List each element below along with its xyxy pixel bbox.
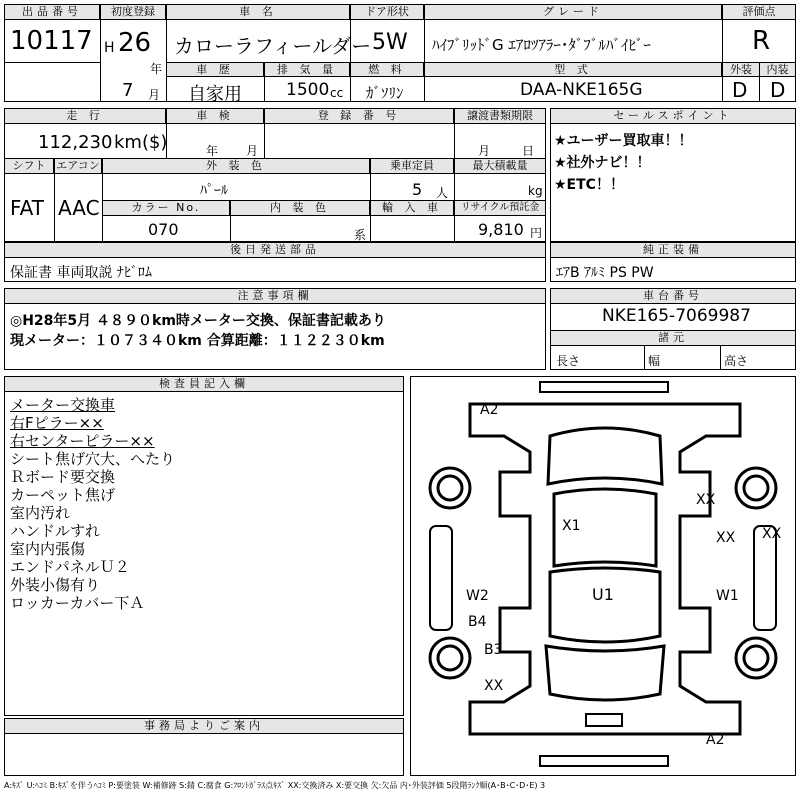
- aircon: AAC: [58, 196, 100, 220]
- score: R: [752, 26, 771, 56]
- shift: FAT: [10, 196, 45, 220]
- displacement-header: 排 気 量: [264, 62, 350, 77]
- note-line-1: ◎H28年5月 ４８９０km時メーター交換、保証書記載あり: [10, 313, 386, 329]
- selling-point-3: ★ETC！！: [554, 177, 624, 193]
- inspector-line: 室内内張傷: [10, 540, 86, 558]
- score-header: 評価点: [722, 4, 796, 20]
- displacement-unit: cc: [330, 86, 344, 100]
- color-no: 070: [148, 220, 179, 239]
- interior-grade-header: 内装: [759, 62, 796, 77]
- history: 自家用: [188, 84, 242, 105]
- grade-header: グレード: [424, 4, 722, 20]
- chassis-header: 車台番号: [550, 288, 796, 304]
- mark-right-front-wheel: XX: [696, 492, 716, 508]
- dimensions-header: 諸元: [550, 330, 796, 346]
- genuine-equipment-header: 純正装備: [550, 242, 796, 258]
- int-color-header: 内 装 色: [230, 200, 370, 216]
- genuine-equipment: ｴｱB ｱﾙﾐ PS PW: [556, 265, 654, 281]
- height-label: 高さ: [724, 354, 749, 368]
- aircon-header: エアコン: [54, 158, 102, 174]
- selling-point-2: ★社外ナビ！！: [554, 155, 651, 171]
- doc-day-unit: 日: [522, 144, 535, 158]
- chassis-number: NKE165-7069987: [602, 306, 751, 326]
- legend: A:ｷｽﾞ U:ﾍｺﾐ B:ｷｽﾞを伴うﾍｺﾐ P:要塗装 W:補修跡 S:錆 C:腐食 G:ﾌﾛﾝﾄｶﾞﾗｽ点ｷｽﾞ XX:交換済み X:要交換 欠:欠品 内･外装評価 5段階ﾗﾝｸ順(A･B･C･D･E) 3: [4, 781, 546, 790]
- car-outline: [470, 404, 740, 734]
- inspector-header: 検査員記入欄: [4, 376, 404, 392]
- selling-point-1: ★ユーザー買取車！！: [554, 133, 693, 149]
- interior-grade: D: [770, 78, 786, 102]
- note-line-2: 現メーター：１０７３４０km 合算距離：１１２２３０km: [10, 333, 385, 349]
- mark-left-door: W2: [466, 588, 489, 604]
- inspector-line: ハンドルすれ: [10, 522, 101, 540]
- capacity: 5: [412, 180, 423, 199]
- lot-no: 10117: [10, 26, 93, 56]
- inspector-line: Ｒボード要交換: [10, 468, 116, 486]
- import-header: 輸 入 車: [370, 200, 454, 216]
- shift-header: シフト: [4, 158, 54, 174]
- doors-header: ドア形状: [350, 4, 424, 20]
- fuel: ｶﾞｿﾘﾝ: [366, 84, 404, 102]
- fuel-header: 燃 料: [350, 62, 424, 77]
- mileage-unit: km($): [114, 132, 168, 153]
- ext-color-header: 外 装 色: [102, 158, 370, 174]
- inspector-line: カーペット焦げ: [10, 486, 116, 504]
- wheels: [430, 468, 776, 678]
- mark-front-top: A2: [480, 402, 499, 418]
- recycle: 9,810: [478, 220, 524, 239]
- mark-cabin: U1: [592, 585, 614, 604]
- model-code: DAA-NKE165G: [520, 80, 643, 100]
- mark-rear-bottom: A2: [706, 732, 725, 748]
- exterior-grade-header: 外装: [722, 62, 760, 77]
- first-reg-era: H: [104, 40, 115, 56]
- inspector-line: エンドパネルＵ２: [10, 558, 130, 576]
- inspector-notes: [10, 396, 175, 612]
- capacity-header: 乗車定員: [370, 158, 454, 174]
- grade: ﾊｲﾌﾞﾘｯﾄﾞG ｴｱﾛﾂｱﾗｰ･ﾀﾞﾌﾞﾙﾊﾞｲﾋﾞｰ: [432, 36, 651, 54]
- mileage: 112,230: [38, 132, 113, 153]
- selling-points-header: セールスポイント: [550, 108, 796, 124]
- vehicle-info-section: [4, 108, 546, 242]
- color-no-header: カラー No.: [102, 200, 230, 216]
- mark-roof: X1: [562, 518, 581, 534]
- model-name-header: 車 名: [166, 4, 350, 20]
- exterior-grade: D: [732, 78, 748, 102]
- ext-color: ﾊﾟｰﾙ: [200, 183, 228, 199]
- first-reg-year-unit: 年: [150, 62, 163, 76]
- doc-deadline-header: 譲渡書類期限: [454, 108, 546, 124]
- lot-no-header: 出品番号: [4, 4, 100, 20]
- inspector-line: シート焦げ穴大、へたり: [10, 450, 176, 468]
- recycle-header: リサイクル預託金: [454, 200, 546, 216]
- office-header: 事務局よりご案内: [4, 718, 404, 734]
- notes-header: 注意事項欄: [4, 288, 546, 304]
- max-load-unit: kg: [528, 184, 543, 198]
- model-code-header: 型 式: [424, 62, 722, 77]
- mark-left-rear: B3: [484, 642, 503, 658]
- history-header: 車 歴: [166, 62, 264, 77]
- inspector-line: ロッカーカバー下Ａ: [10, 594, 145, 612]
- displacement: 1500: [286, 80, 330, 100]
- mark-right-mirror: XX: [762, 526, 782, 542]
- mark-right-door: W1: [716, 588, 739, 604]
- later-parts: 保証書 車両取説 ﾅﾋﾞﾛﾑ: [10, 265, 152, 281]
- doc-month-unit: 月: [478, 144, 491, 158]
- first-reg-month-unit: 月: [148, 88, 161, 102]
- inspector-line: 右センターピラー××: [10, 432, 155, 450]
- reg-no-header: 登 録 番 号: [264, 108, 454, 124]
- doors: 5W: [372, 30, 408, 55]
- inspector-line: メーター交換車: [10, 396, 116, 414]
- mark-left-b: B4: [468, 614, 487, 630]
- inspector-line: 室内汚れ: [10, 504, 71, 522]
- mark-left-rear-wheel: XX: [484, 678, 504, 694]
- inspector-line: 右Fピラー××: [10, 414, 104, 432]
- inspector-line: 外装小傷有り: [10, 576, 101, 594]
- model-name: カローラフィールダー: [174, 34, 372, 58]
- mileage-header: 走 行: [4, 108, 166, 124]
- mark-right-door-front: XX: [716, 530, 736, 546]
- inspection-header: 車 検: [166, 108, 264, 124]
- first-reg-year: 26: [118, 28, 152, 58]
- first-reg-header: 初度登録: [100, 4, 166, 20]
- inspection-year-unit: 年: [206, 144, 219, 158]
- width-label: 幅: [648, 354, 661, 368]
- max-load-header: 最大積載量: [454, 158, 546, 174]
- first-reg-month: 7: [122, 80, 134, 101]
- car-diagram: [410, 376, 796, 776]
- capacity-unit: 人: [436, 186, 449, 200]
- recycle-unit: 円: [530, 226, 543, 240]
- later-parts-header: 後日発送部品: [4, 242, 546, 258]
- int-color-suffix: 系: [354, 228, 367, 242]
- inspection-month-unit: 月: [246, 144, 259, 158]
- length-label: 長さ: [556, 354, 581, 368]
